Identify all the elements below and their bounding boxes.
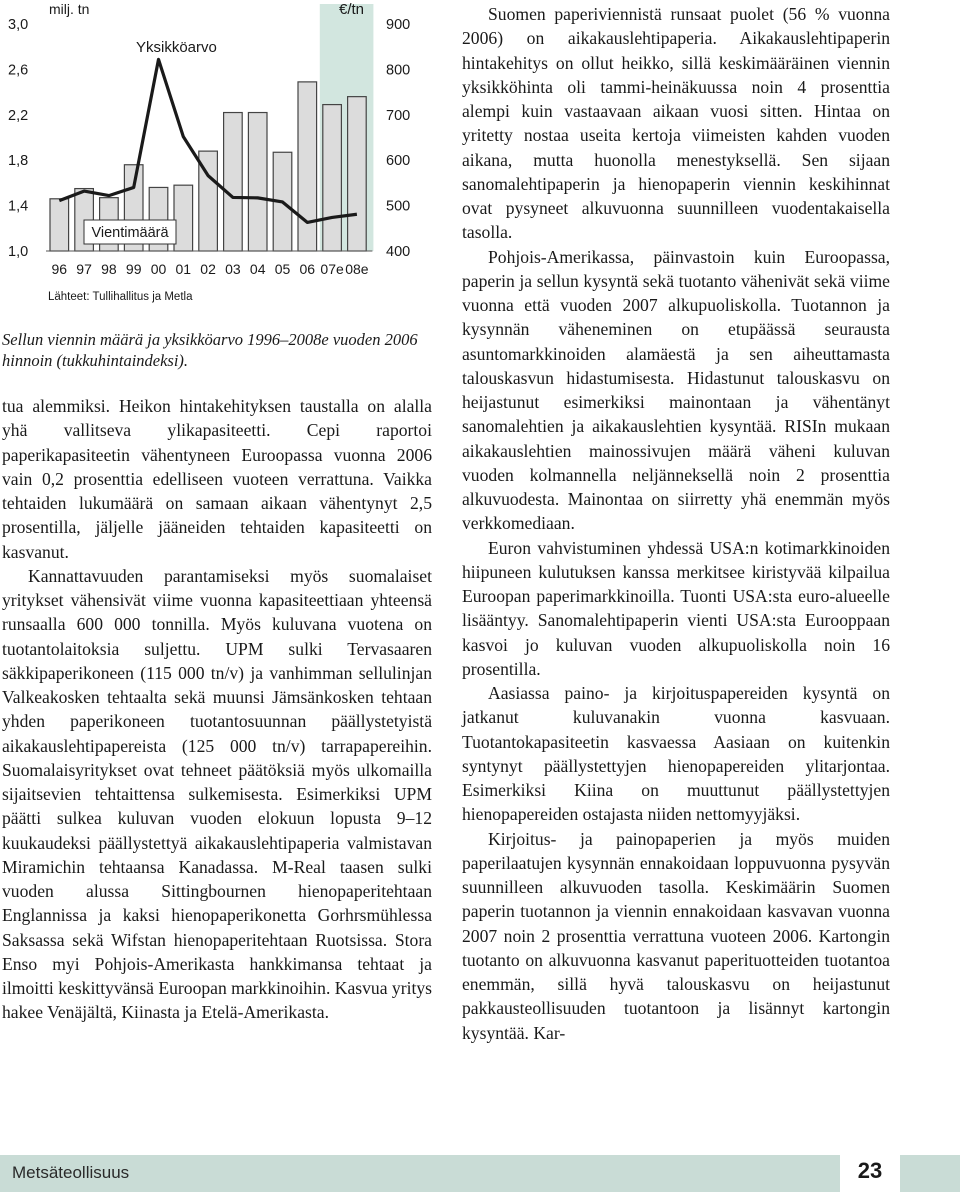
x-tick-label: 96	[51, 261, 68, 277]
pulp-export-chart	[0, 0, 420, 310]
left-axis-ticks	[8, 17, 28, 260]
journal-name: Metsäteollisuus	[12, 1163, 130, 1182]
right-tick-label: 700	[386, 107, 411, 124]
page-number-box	[840, 1155, 900, 1192]
bar-series-label: Vientimäärä	[91, 225, 169, 241]
x-axis-labels	[52, 261, 369, 277]
left-tick-label: 2,2	[8, 107, 29, 124]
left-axis-unit: milj. tn	[49, 1, 90, 17]
right-axis-unit: €/tn	[339, 1, 365, 18]
bar-04	[248, 113, 267, 251]
paragraph: tua alemmiksi. Heikon hintakehityksen taustalla on alalla yhä vallitseva ylikapasiteetti. Cepi raportoi paperikapasiteetin vähentyneen Euroopassa vuonna 2006 vain 0,2 prosenttia edelliseen vuoteen verrattuna. Vaikka tehtaiden lukumäärä on samaan aikaan vähentynyt 2,5 prosentilla, jäljelle jääneiden tehtaiden kapasiteetti on kasvanut.	[2, 396, 432, 562]
right-tick-label: 900	[386, 17, 411, 33]
paragraph: Aasiassa paino- ja kirjoituspapereiden kysyntä on jatkanut kuluvanakin vuonna kasvuaan. Tuotantokapasiteetin kasvaessa Aasiaan on kuitenkin syntynyt päällystettyjen hienopapereiden ylitarjontaa. Esimerkiksi Kiina on muuttunut päällystettyjen hienopapereiden ostajasta niiden nettomyyjäksi.	[462, 683, 890, 825]
paragraph: Pohjois-Amerikassa, päinvastoin kuin Euroopassa, paperin ja sellun kysyntä sekä tuotanto vähenivät sekä viime vuonna että vuoden 2007 alkupuoliskolla. Tuotannon ja kysynnän väheneminen on etupäässä seurausta asuntomarkkinoiden alamäestä ja sen aiheuttamasta talouskasvun hidastumisesta. Hidastunut talouskasvu on heijastunut esimerkiksi mainontaan ja vähentänyt sanomalehtien ja aikakauslehtien kysyntää. RISIn mukaan aikakauslehtien mainossivujen määrä väheni kuluvan vuoden kolmannella neljänneksellä noin 2 prosenttia alkuvuodesta. Mainontaa on siirretty yhä enemmän myös verkkomediaan.	[462, 246, 890, 534]
left-tick-label: 1,8	[8, 153, 29, 170]
left-tick-label: 1,4	[8, 198, 29, 215]
line-series-label: Yksikköarvo	[136, 39, 217, 56]
right-tick-label: 800	[386, 62, 411, 79]
right-tick-label: 600	[386, 153, 411, 170]
paragraph: Kannattavuuden parantamiseksi myös suomalaiset yritykset vähensivät viime vuonna kapasiteettiaan yhteensä runsaalla 600 000 tonnilla. Myös kuluvana vuotena on tuotantolaitoksia suljettu. UPM sulki Tervasaaren säkkipaperikoneen (115 000 tn/v) ja vanhimman sellulinjan Valkeakosken tehtaalta sekä muunsi Jämsänkosken tehtaan yhden paperikoneen tuotantosuunnan päällystetyistä aikakauslehtipapereista (125 000 tn/v) tarrapapereihin. Suomalaisyritykset ovat tehneet päätöksiä myös ulkomailla sijaitsevien tehtaittensa sulkemisesta. Esimerkiksi UPM päätti sulkea kuluvan vuoden elokuun lopusta 9–12 kuukaudeksi päällystettyä aikakauslehtipaperia valmistavan Miramichin tehtaansa Kanadassa. M-Real taasen sulki vuoden alussa Sittingbournen hienopaperitehtaan Englannissa ja kaksi hienopaperikonetta Gorhrsmühlessa Saksassa sekä Wifstan hienopaperitehtaan Ruotsissa. Stora Enso myi Pohjois-Amerikasta hankkimansa tehtaat ja ilmoitti keskittyvänsä Euroopan markkinoihin. Kasvua yritys hakee Venäjältä, Kiinasta ja Etelä-Amerikasta.	[2, 565, 433, 1023]
paragraph: Euron vahvistuminen yhdessä USA:n kotimarkkinoiden hiipuneen kulutuksen kanssa merkitsee kiristyvää kilpailua Euroopan paperimarkkinoilla. Tuonti USA:sta euro-alueelle lisääntyy. Sanomalehtipaperin vienti USA:sta Eurooppaan kasvoi jo kuluvan vuoden alkupuoliskolla noin 16 prosentilla.	[462, 537, 890, 679]
x-tick-label: 08e	[345, 261, 369, 277]
bar-96	[50, 199, 69, 251]
paragraph: Kirjoitus- ja painopaperien ja myös muiden paperilaatujen kysynnän ennakoidaan loppuvuonna pysyvän suunnilleen alkuvuoden tasolla. Keskimäärin Suomen paperin tuotannon ja viennin ennakoidaan kasvavan vuonna 2007 noin 2 prosenttia verrattuna vuoteen 2006. Kartongin tuotanto on alkuvuonna kasvanut paperituotteiden tuotantoa enemmän, sillä hyvä talouskasvu on heijastunut pakkausteollisuuden tuotantoon ja lisännyt kartongin kysyntää. Kar-	[462, 828, 890, 1043]
x-tick-label: 02	[200, 261, 216, 277]
x-tick-label: 99	[125, 261, 142, 277]
paragraph: Suomen paperiviennistä runsaat puolet (56 % vuonna 2006) on aikakauslehtipaperia. Aikakauslehtipaperin hintakehitys on ollut heikko, sillä keskimääräinen viennin yksikköhinta oli tammi-heinäkuussa noin 4 prosenttia alempi kuin vastaavaan aikaan vuosi sitten. Hintaa on yritetty nostaa useita kertoja viimeisten kahden vuoden aikana, mutta huonolla menestyksellä. Sen sijaan sanomalehtipaperin ja hienopaperin viennin keskihinnat ovat pysyneet alkuvuonna suunnilleen vuodentakaisella tasolla.	[462, 4, 890, 243]
x-tick-label: 98	[101, 261, 117, 277]
left-tick-label: 2,6	[8, 62, 29, 79]
x-tick-label: 00	[150, 261, 167, 277]
page-number: 23	[857, 1158, 883, 1183]
x-tick-label: 04	[249, 261, 266, 277]
x-tick-label: 03	[225, 261, 241, 277]
bar-01	[174, 185, 193, 251]
x-tick-label: 06	[299, 261, 316, 277]
x-tick-label: 07e	[320, 261, 344, 277]
left-tick-label: 3,0	[8, 17, 29, 33]
right-tick-label: 500	[386, 198, 411, 215]
chart-source: Lähteet: Tullihallitus ja Metla	[48, 291, 193, 303]
x-tick-label: 97	[76, 261, 92, 277]
bar-08e	[348, 97, 367, 251]
x-tick-label: 05	[274, 261, 291, 277]
chart-caption: Sellun viennin määrä ja yksikköarvo 1996–2008e vuoden 2006 hinnoin (tukkuhintaindeksi).	[2, 330, 418, 370]
bar-06	[298, 82, 317, 251]
x-tick-label: 01	[175, 261, 192, 277]
right-axis-ticks	[386, 17, 410, 260]
bar-03	[224, 113, 243, 251]
right-tick-label: 400	[386, 244, 411, 260]
left-tick-label: 1,0	[8, 244, 29, 260]
left-text-column	[2, 394, 432, 1025]
page-footer	[0, 1155, 960, 1192]
right-text-column	[462, 2, 890, 1045]
bar-07e	[323, 105, 342, 251]
